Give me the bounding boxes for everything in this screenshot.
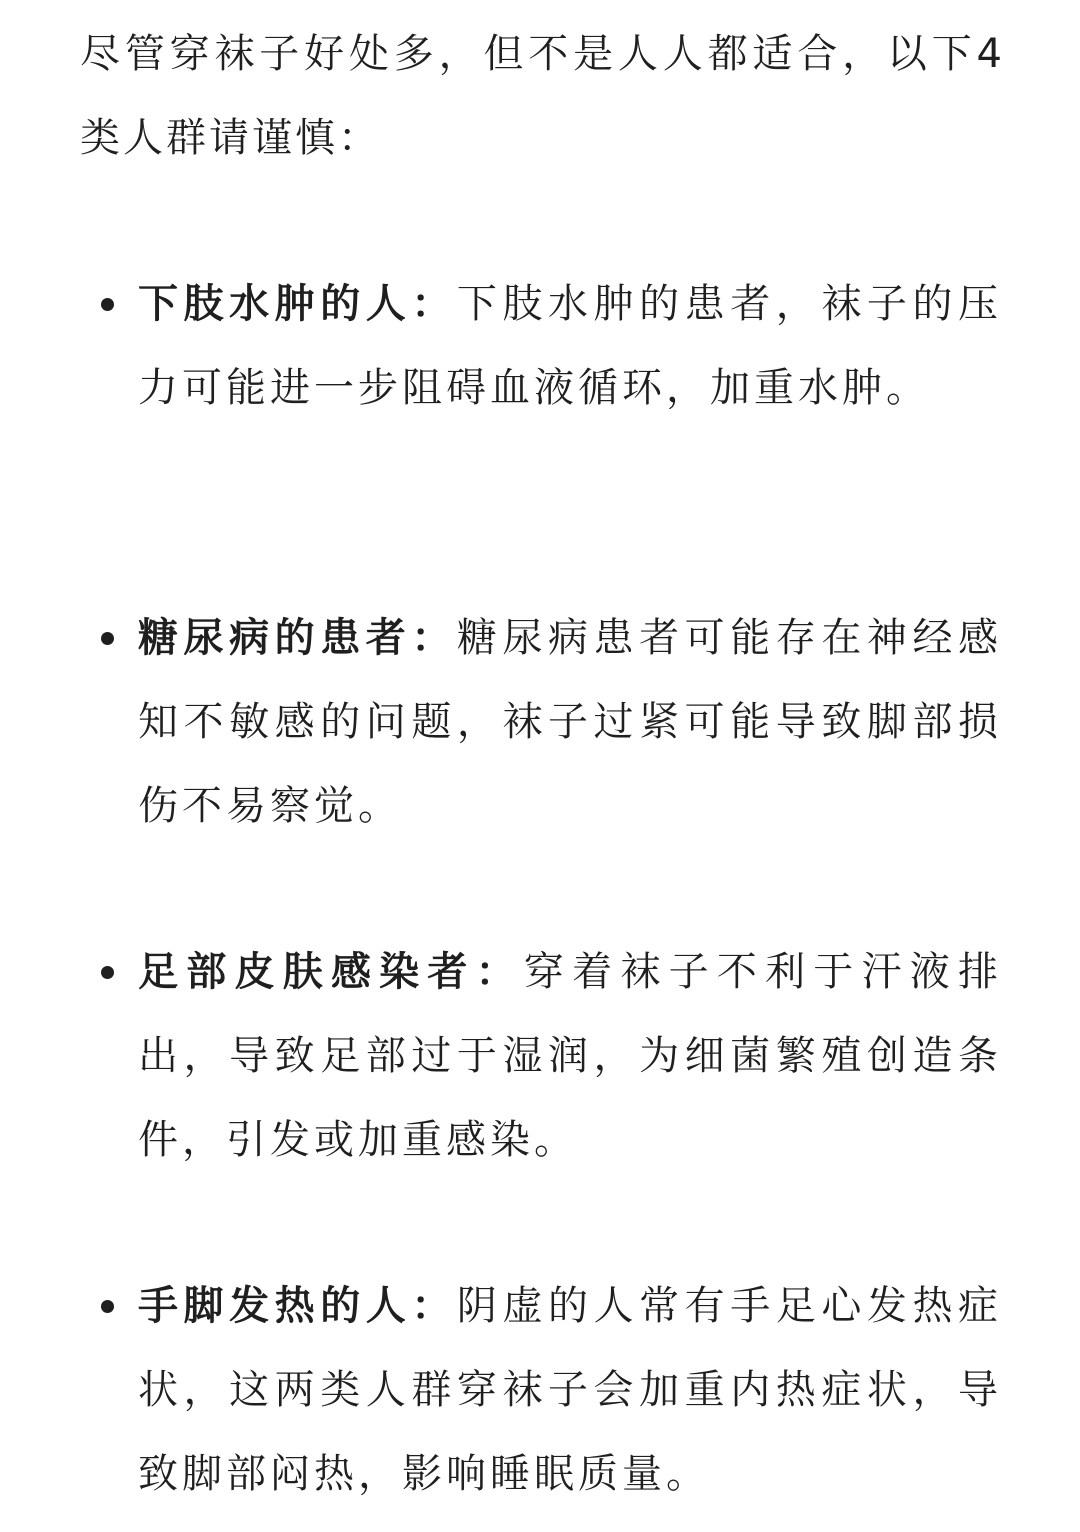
bullet-icon (101, 1300, 114, 1313)
list-item-text (138, 930, 1002, 1182)
list-item-body: 穿着袜子不利于汗液排出，导致足部过于湿润，为细菌繁殖创造条件，引发或加重感染。 (138, 949, 1003, 1163)
bullet-icon (101, 632, 114, 645)
bullet-icon (101, 966, 114, 979)
list-item-text (138, 262, 1002, 430)
list-item-body: 下肢水肿的患者，袜子的压力可能进一步阻碍血液循环，加重水肿。 (138, 281, 1003, 411)
list-item-title: 下肢水肿的人： (138, 281, 457, 327)
bullet-icon (101, 298, 114, 311)
list-item-body: 糖尿病患者可能存在神经感知不敏感的问题，袜子过紧可能导致脚部损伤不易察觉。 (138, 615, 1003, 829)
list-item-title: 手脚发热的人： (138, 1283, 457, 1329)
list-item-text (138, 1264, 1002, 1516)
intro-paragraph: 尽管穿袜子好处多，但不是人人都适合，以下4类人群请谨慎： (80, 31, 1005, 161)
list-item-title: 糖尿病的患者： (138, 615, 457, 661)
list-item-body: 阴虚的人常有手足心发热症状，这两类人群穿袜子会加重内热症状，导致脚部闷热，影响睡眠质量。 (138, 1283, 1003, 1497)
list-item-text (138, 596, 1002, 848)
list-item-title: 足部皮肤感染者： (138, 949, 524, 995)
